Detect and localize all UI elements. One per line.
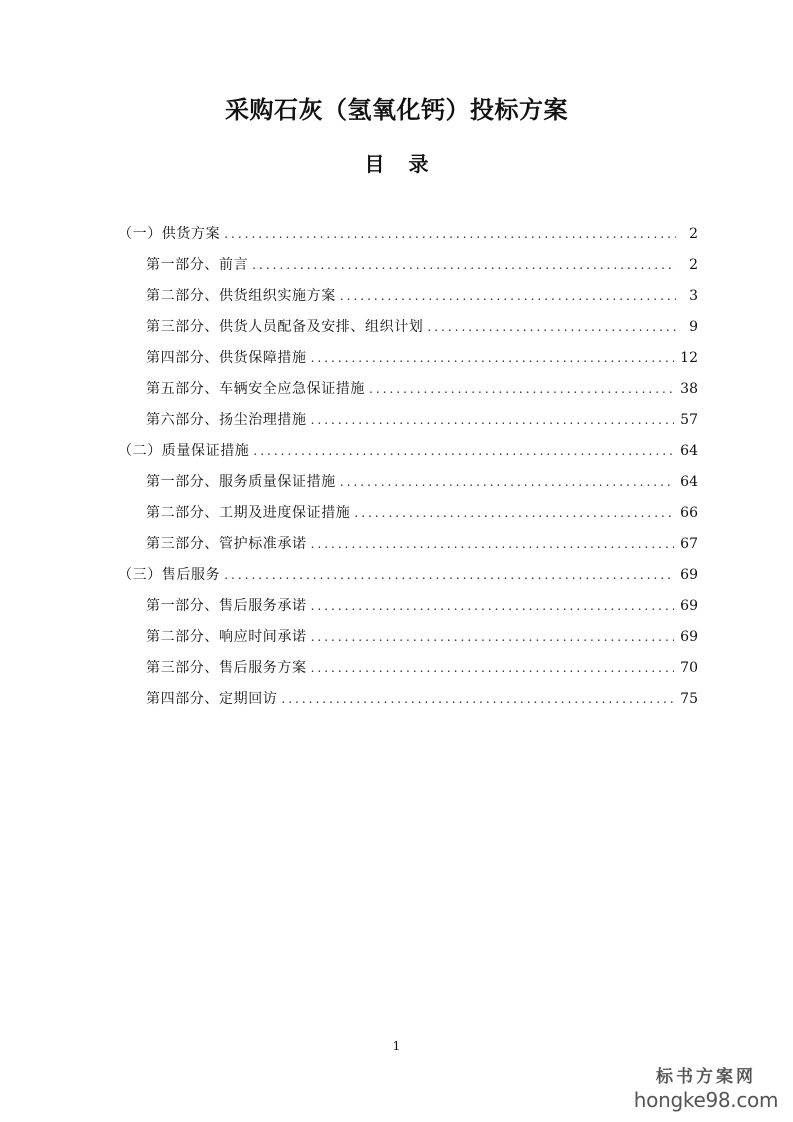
toc-entry[interactable] bbox=[146, 405, 698, 436]
toc-entry-label: 第三部分、管护标准承诺 bbox=[146, 536, 307, 552]
toc-entry-label: 第四部分、定期回访 bbox=[146, 691, 278, 707]
toc-entry[interactable] bbox=[146, 653, 698, 684]
toc-entry[interactable] bbox=[146, 622, 698, 653]
toc-dot-leader bbox=[253, 436, 674, 467]
toc-dot-leader bbox=[311, 591, 675, 622]
toc-entry-label: 第一部分、前言 bbox=[146, 257, 249, 273]
document-title: 采购石灰（氢氧化钙）投标方案 bbox=[225, 95, 568, 124]
toc-entry[interactable] bbox=[146, 374, 698, 405]
toc-entry-page: 2 bbox=[689, 257, 698, 273]
toc-dot-leader bbox=[224, 219, 676, 250]
toc-entry-label: 第六部分、扬尘治理措施 bbox=[146, 412, 307, 428]
toc-dot-leader bbox=[311, 529, 675, 560]
toc-entry[interactable] bbox=[118, 560, 698, 591]
toc-entry-label: 第一部分、售后服务承诺 bbox=[146, 598, 307, 614]
toc-entry-page: 64 bbox=[680, 443, 698, 459]
toc-dot-leader bbox=[311, 622, 675, 653]
toc-heading-char-1: 目 bbox=[364, 152, 385, 176]
toc-entry[interactable] bbox=[146, 312, 698, 343]
toc-heading-char-2: 录 bbox=[408, 152, 429, 176]
toc-entry-page: 9 bbox=[689, 319, 698, 335]
toc-entry[interactable] bbox=[146, 343, 698, 374]
toc-entry-page: 75 bbox=[680, 691, 698, 707]
watermark-chinese-text: 标书方案网 bbox=[656, 1067, 756, 1087]
toc-dot-leader bbox=[311, 343, 675, 374]
toc-dot-leader bbox=[340, 467, 674, 498]
toc-entry-page: 57 bbox=[680, 412, 698, 428]
toc-entry-label: 第四部分、供货保障措施 bbox=[146, 350, 307, 366]
toc-entry-label: （二）质量保证措施 bbox=[118, 443, 250, 459]
toc-entry[interactable] bbox=[118, 436, 698, 467]
toc-entry-page: 69 bbox=[680, 629, 698, 645]
toc-entry[interactable] bbox=[146, 250, 698, 281]
toc-entry[interactable] bbox=[146, 498, 698, 529]
page-number: 1 bbox=[392, 1039, 401, 1053]
watermark-domain-text: hongke98.com bbox=[633, 1088, 779, 1112]
toc-entry-page: 70 bbox=[680, 660, 698, 676]
toc-entry-label: 第二部分、供货组织实施方案 bbox=[146, 288, 336, 304]
toc-dot-leader bbox=[354, 498, 674, 529]
toc-entry-page: 3 bbox=[689, 288, 698, 304]
toc-entry[interactable] bbox=[146, 467, 698, 498]
toc-entry[interactable] bbox=[146, 529, 698, 560]
toc-dot-leader bbox=[311, 653, 675, 684]
toc-entry[interactable] bbox=[146, 684, 698, 715]
watermark bbox=[631, 1066, 781, 1112]
toc-entry-page: 67 bbox=[680, 536, 698, 552]
toc-dot-leader bbox=[224, 560, 674, 591]
toc-dot-leader bbox=[340, 281, 676, 312]
toc-entry[interactable] bbox=[118, 219, 698, 250]
toc-entry-label: （三）售后服务 bbox=[118, 567, 221, 583]
toc-entry-label: 第三部分、售后服务方案 bbox=[146, 660, 307, 676]
toc-dot-leader bbox=[311, 405, 675, 436]
toc-entry-page: 64 bbox=[680, 474, 698, 490]
toc-entry-page: 66 bbox=[680, 505, 698, 521]
toc-dot-leader bbox=[369, 374, 674, 405]
toc-entry-page: 38 bbox=[680, 381, 698, 397]
toc-entry-label: （一）供货方案 bbox=[118, 226, 221, 242]
toc-entry-page: 69 bbox=[680, 598, 698, 614]
toc-dot-leader bbox=[281, 684, 674, 715]
toc-entry-label: 第二部分、响应时间承诺 bbox=[146, 629, 307, 645]
toc-entry-page: 12 bbox=[680, 350, 698, 366]
toc-entry[interactable] bbox=[146, 281, 698, 312]
toc-entry-label: 第三部分、供货人员配备及安排、组织计划 bbox=[146, 319, 424, 335]
toc-entry-page: 69 bbox=[680, 567, 698, 583]
toc-dot-leader bbox=[252, 250, 676, 281]
toc-dot-leader bbox=[427, 312, 676, 343]
toc-entry-label: 第二部分、工期及进度保证措施 bbox=[146, 505, 351, 521]
toc-entry-label: 第一部分、服务质量保证措施 bbox=[146, 474, 336, 490]
toc-entry-page: 2 bbox=[689, 226, 698, 242]
toc-entry-label: 第五部分、车辆安全应急保证措施 bbox=[146, 381, 365, 397]
toc-heading bbox=[0, 149, 793, 179]
toc-entry[interactable] bbox=[146, 591, 698, 622]
